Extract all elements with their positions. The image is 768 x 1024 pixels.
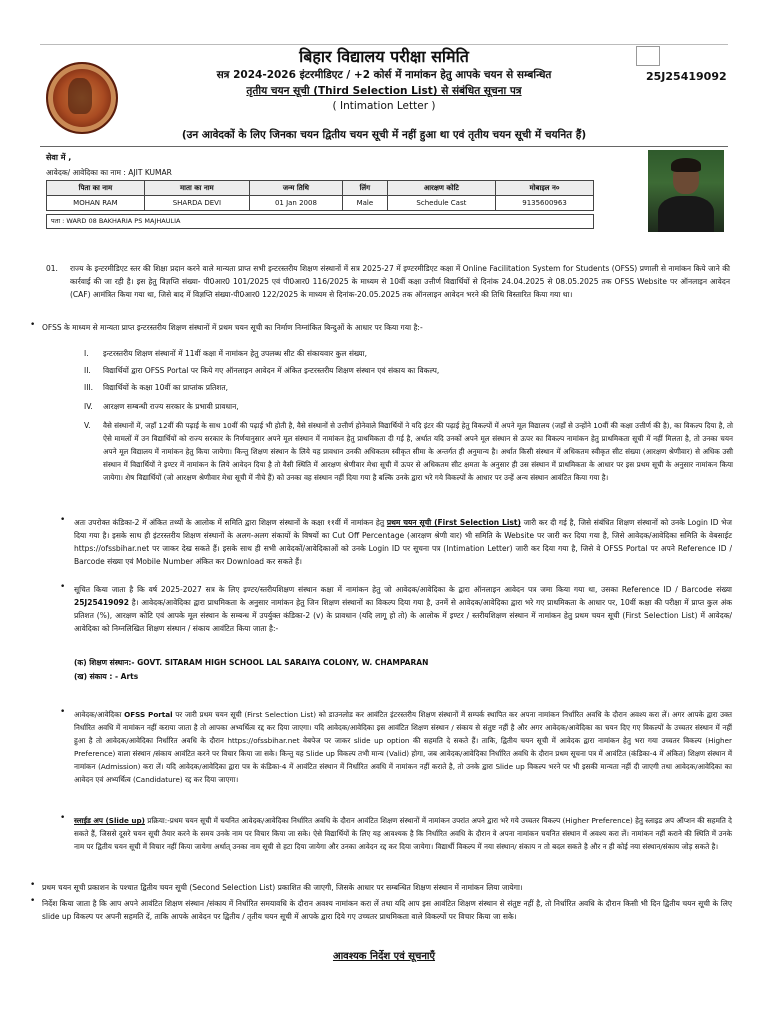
- para-01: राज्य के इन्टरमीडिएट स्तर की शिक्षा प्रदान करने वाले मान्यता प्राप्त सभी इन्टरस्तरीय शिक्षण संस्थानों में सत्र 2025-27 में इण्टरमीडिएट कक्षा में Online Facilitation System for Students (OFSS) प्रणाली से नामांकन किये जाने की कार्रवाई की जा रही है। इस हेतु विज्ञप्ति संख्या- पी0आर0 101/2025 एवं पी0आर0 116/2025 के माध्यम से 10वीं कक्षा उत्तीर्ण विद्यार्थियों से दिनांक 24.04.2025 से 08.05.2025 तक OFSS Website पर ऑनलाइन आवेदन (CAF) आमंत्रित किया गया था, जिसे बाद में विज्ञप्ति संख्या-पी0आर0 122/2025 के माध्यम से दिनांक-20.05.2025 तक ऑनलाइन आवेदन भरने की तिथि विस्तारित किया गया था।: [70, 264, 730, 299]
- slide-up-highlight: स्लाईड अप (Slide up): [74, 816, 145, 825]
- letter-title: तृतीय चयन सूची (Third Selection List) से संबंधित सूचना पत्र: [246, 85, 522, 97]
- father-name: MOHAN RAM: [47, 196, 145, 211]
- allotment-reference-id: 25J25419092: [74, 598, 129, 607]
- mobile-number: 9135600963: [496, 196, 594, 211]
- applicant-name: आवेदक/ आवेदिका का नाम : AJIT KUMAR: [46, 168, 172, 177]
- allotment-text-a: सूचित किया जाता है कि वर्ष 2025-2027 सत्र के लिए इण्टर/स्तरीयशिक्षण संस्थान कक्षा में नामांकन हेतु जो आवेदक/आवेदिका के द्वारा ऑनलाइन आवेदन पत्र जमा किया गया था, उसका Reference ID / Barcode संख्या: [74, 585, 732, 594]
- salutation: सेवा में ,: [46, 153, 72, 162]
- mother-name: SHARDA DEVI: [144, 196, 249, 211]
- list-number: II.: [84, 366, 91, 375]
- applicant-details-table: [46, 180, 594, 211]
- bseb-seal-icon: [46, 62, 118, 134]
- ofss-portal-highlight: OFSS Portal: [124, 710, 173, 719]
- bullet-icon: •: [60, 813, 66, 823]
- slide-up-text: प्रक्रिया:-प्रथम चयन सूची में चयनित आवेदक/आवेदिका निर्धारित अवधि के दौरान आवंटित शिक्षण संस्थानों में नामांकन उपरांत अपने द्वारा भरे गये उच्चतर विकल्प (Higher Preference) हेतु स्लाइड अप ऑप्शन की सहमति दे सकते हैं, जिससे दूसरे चयन सूची तैयार करने के समय उनके नाम पर विचार किया जा सके। ऐसे विद्यार्थियों के लिए यह आवश्यक है कि निर्धारित अवधि के दौरान वे अपना नामांकन चयनित संस्थान में अवश्य करा लें। नामांकन नहीं कराने की स्थिति में उनके नाम पर द्वितीय चयन सूची में विचार नहीं किया जायेगा अर्थात् उनका नाम सूची से हटा दिया जायेगा और उनका आवेदन रद्द कर दिया जायेगा। विद्यार्थी विकल्प में नया संस्थान/ संकाय न तो बदल सकते है और न ही कोई नया संस्थान/संकाय जोड़ सकते है।: [74, 816, 732, 851]
- applicant-address: पता : WARD 08 BAKHARIA PS MAJHAULIA: [46, 214, 594, 229]
- second-list-paragraph: प्रथम चयन सूची प्रकाशन के पश्चात द्वितीय चयन सूची (Second Selection List) प्रकाशित की जाएगी, जिसके आधार पर सम्बन्धित शिक्षण संस्थान में नामांकन लिया जायेगा।: [42, 883, 523, 892]
- notes-title: आवश्यक निर्देश एवं सूचनाएँ: [332, 951, 436, 962]
- header-father: पिता का नाम: [47, 181, 145, 196]
- gender: Male: [342, 196, 387, 211]
- header-mother: माता का नाम: [144, 181, 249, 196]
- bullet-icon: •: [30, 320, 36, 330]
- first-list-highlight: प्रथम चयन सूची (First Selection List): [386, 518, 521, 527]
- list-item: आरक्षण सम्बन्धी राज्य सरकार के प्रभावी प्रावधान,: [103, 402, 239, 411]
- instruction-paragraph: निर्देश किया जाता है कि आप अपने आवंटित शिक्षण संस्थान /संकाय में निर्धारित समयावधि के दौरान अवश्य नामांकन करा लें तथा यदि आप इस आवंटित शिक्षण संस्थान से संतुष्ट नहीं है, तो निर्धारित अवधि के दौरान किसी भी दिन द्वितीय चयन सूची के लिए slide up विकल्प पर अपनी सहमति दें, ताकि आपके आवेदन पर द्वितीय / तृतीय चयन सूची में आपके द्वारा दिये गए उच्चतर प्राथमिकता वाले विकल्पों पर विचार किया जा सके।: [42, 899, 732, 921]
- list-number: III.: [84, 383, 94, 392]
- list-number: V.: [84, 421, 91, 430]
- list-item: वैसे संस्थानों में, जहाँ 12वीं की पढ़ाई के साथ 10वीं की पढ़ाई भी होती है, वैसे संस्थानों से उत्तीर्ण होनेवाले विद्यार्थियों ने यदि इंटर की पढ़ाई हेतु विकल्पों में अपने मूल विद्यालय (जहाँ से उन्होंने 10वीं की कक्षा उत्तीर्ण की है), का विकल्प दिया है, तो ऐसे मामलों में उन विद्यार्थियों को राज्य सरकार के निर्णयानुसार अपने मूल संस्थान में नामांकन हेतु प्राथमिकता दी गई है, अर्थात यदि उनकों अपने मूल संस्थान से ऊपर का विकल्प नामांकन हेतु प्राथमिकता सूची में नहीं मिलता है, तो उनका चयन अपने मूल विद्यालय में नामांकन हेतु किया जायेगा। किन्तु शिक्षण संस्थान के लिये यह प्रावधान उनकी अधिकतम स्वीकृत सीमा के अन्तर्गत ही अनुमान्य है। अर्थात किसी संस्थान में अधिकतम स्वीकृत सीट संख्या (आरक्षण श्रेणीवार) से अधिक उसी संस्थान में विद्यार्थियों ने इण्टर में नामांकन के लिये आवेदन दिया है तो वैसी स्थिति में आरक्षण श्रेणीवार मेधा सूची में ऊपर से अधिकतम सीट क्षमता के अनुसार ही उस संस्थान में प्राथमिकता के आधार पर इस प्रथम सूची के अनुसार नामांकन किया जायेगा। शेष विद्यार्थियों (जो आरक्षण श्रेणीवार मेधा सूची में नीचे हैं) को उनका वह संस्थान नहीं दिया गया है बल्कि उनके द्वारा भरे गये विकल्पों के आधार पर उन्हें अन्य संस्थान आवंटित किया गया है।: [103, 421, 733, 482]
- bullet-icon: •: [60, 515, 66, 525]
- bullet-icon: •: [60, 582, 66, 592]
- ofss-portal-text-a: आवेदक/आवेदिका: [74, 710, 122, 719]
- subtitle-divider: [40, 146, 728, 147]
- applicant-photo: [648, 150, 724, 232]
- allotted-school: (क) शिक्षण संस्थान:- GOVT. SITARAM HIGH SCHOOL LAL SARAIYA COLONY, W. CHAMPARAN: [74, 658, 429, 667]
- bullet-icon: •: [30, 880, 36, 890]
- list-item: इन्टरस्तरीय शिक्षण संस्थानों में 11वीं कक्षा में नामांकन हेतु उपलब्ध सीट की संकायवार कुल संख्या,: [103, 349, 367, 358]
- letter-type: ( Intimation Letter ): [332, 100, 436, 112]
- allotted-faculty: (ख) संकाय : - Arts: [74, 672, 139, 681]
- header-dob: जन्म तिथि: [249, 181, 342, 196]
- list-number: I.: [84, 349, 89, 358]
- para-01-number: 01.: [46, 264, 58, 273]
- session-line: सत्र 2024-2026 इंटरमीडिएट / +2 कोर्स में नामांकन हेतु आपके चयन से सम्बन्धित: [216, 69, 552, 81]
- barcode-image-icon: [636, 46, 660, 66]
- letter-subtitle: (उन आवेदकों के लिए जिनका चयन द्वितीय चयन सूची में नहीं हुआ था एवं तृतीय चयन सूची में चयनित हैं): [181, 129, 587, 141]
- bullet-icon: •: [30, 896, 36, 906]
- ofss-portal-text-b: पर जारी प्रथम चयन सूची (First Selection List) को डाउनलोड कर आवंटित इंटरस्तरीय शिक्षण संस्थानों में सम्पर्क स्थापित कर अपना नामांकन निर्धारित अवधि के दौरान अवश्य करा लें। अगर आपके द्वारा उक्त निर्धारित अवधि में नामांकन नहीं कराया जाता है तो आपका अभ्यर्थित्व रद्द कर दिया जाएगा। यदि आवेदक/आवेदिका इस आवंटित शिक्षण संस्थान / संकाय से संतुष्ट नहीं है और अगर आवेदक/आवेदिका का चयन दिए गए विकल्पों के उच्चतर संस्थान में नहीं हुआ है तो आवेदक/आवेदिका निर्धारित अवधि के दौरान https://ofssbihar.net वेबपेज पर जाकर slide up option की सहमति दे सकते हैं। ताकि, द्वितीय चयन सूची में आवेदक द्वारा नामांकन हेतु भरा गया उच्चतर विकल्प (Higher Preference) वाला संस्थान /संकाय आवंटित करने पर विचार किया जा सके। किन्तु यह Slide up विकल्प तभी मान्य (Valid) होगा, जब आवेदक/आवेदिका निर्धारित अवधि के दौरान प्रथम सूचना पत्र में आवंटित (कंडिका-4 में अंकित) शिक्षण संस्थान में नामांकन (Admission) करा लें। यदि आवेदक/आवेदिका द्वारा पत्र के कंडिका-4 में आवंटित संस्थान में निर्धारित अवधि में नामांकन नहीं कराते है, तो उनके द्वारा Slide up विकल्प भरने पर भी इसकी मान्यता नहीं दी जाएगी तथा आवेदक/आवेदिका का आवेदन एवं अभ्यर्थित्व (Candidature) रद्द कर दिया जाएगा।: [74, 710, 733, 784]
- header-mobile: मोबाइल न०: [496, 181, 594, 196]
- list-number: IV.: [84, 402, 93, 411]
- reservation-category: Schedule Cast: [387, 196, 495, 211]
- first-list-paragraph: [74, 516, 732, 568]
- reference-id: 25J25419092: [646, 70, 727, 83]
- header-category: आरक्षण कोटि: [387, 181, 495, 196]
- bullet-icon: •: [60, 707, 66, 717]
- slide-up-paragraph: [74, 814, 732, 853]
- allotment-text-b: है। आवेदक/आवेदिका द्वारा प्राथमिकता के अनुसार नामांकन हेतु जिन शिक्षण संस्थानों का विकल्प दिया गया है, उनमें से आवेदक/आवेदिका द्वारा भरे गए प्राथमिकता के आधार पर, 10वीं कक्षा की परीक्षा में प्राप्त कुल अंक प्रतिशत (%), आरक्षण कोटि एवं आपके मूल संस्थान के सम्बन्ध में उपर्युक्त कंडिका-2 (v) के प्रावधान (यदि लागू हो तो) के आलोक में इण्टर / स्तरीयशिक्षण संस्थान में नामांकन हेतु प्रथम चयन सूची (First Selection List) में आवेदक/आवेदिका को निम्नलिखित शिक्षण संस्थान / संकाय आवंटित किया जाता है:-: [74, 598, 733, 633]
- first-list-text-a: अतः उपरोक्त कंडिका-2 में अंकित तथ्यों के आलोक में समिति द्वारा शिक्षण संस्थानों के कक्षा ११वीं में नामांकन हेतु: [74, 518, 385, 527]
- first-list-text-b: जारी कर दी गई है, जिसे संबंधित शिक्षण संस्थानों को उनके Login ID भेज दिया गया है। इसके साथ ही इंटरस्तरीय शिक्षण संस्थानों के अलग-अलग संकायों के विषयों का Cut Off Percentage (आरक्षण श्रेणी वार) भी समिति के Website पर जारी कर दिया गया है, जिसे आवेदक/आवेदिका समिति के वेबसाईट https://ofssbihar.net पर जाकर देख सकते हैं। इसके साथ ही सभी आवेदकों/आवेदिकाओं को उनके Login ID पर सूचना पत्र (Intimation Letter) जारी कर दिया गया है, जिसे वे OFSS Portal पर अपने Reference ID / Barcode संख्या एवं Mobile Number अंकित कर Download कर सकते हैं।: [74, 518, 733, 566]
- list-item: विद्यार्थियों के कक्षा 10वीं का प्राप्तांक प्रतिशत,: [103, 383, 229, 392]
- header-gender: लिंग: [342, 181, 387, 196]
- date-of-birth: 01 Jan 2008: [249, 196, 342, 211]
- allotment-paragraph: [74, 583, 732, 635]
- ofss-intro: OFSS के माध्यम से मान्यता प्राप्त इन्टरस्तरीय शिक्षण संस्थानों में प्रथम चयन सूची का निर्माण निम्नांकित बिन्दुओं के आधार पर किया गया है:-: [42, 323, 423, 332]
- list-item: विद्यार्थियों द्वारा OFSS Portal पर किये गए ऑनलाइन आवेदन में अंकित इन्टरस्तरीय शिक्षण संस्थान एवं संकाय का विकल्प,: [103, 366, 440, 375]
- org-name: बिहार विद्यालय परीक्षा समिति: [299, 47, 469, 66]
- ofss-portal-paragraph: [74, 708, 732, 786]
